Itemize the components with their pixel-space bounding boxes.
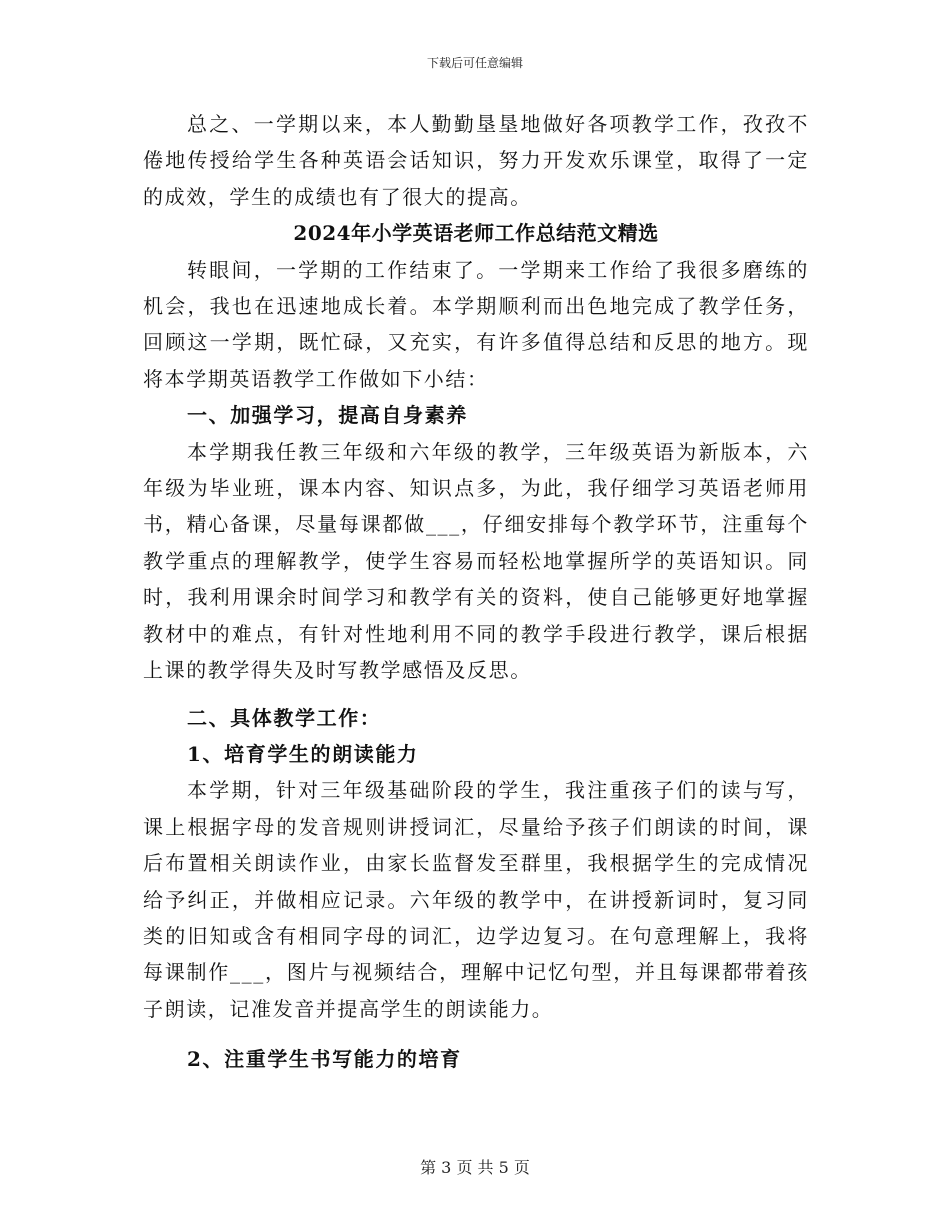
page-header: 下载后可任意编辑 bbox=[426, 56, 523, 70]
subsection-heading-writing: 2、注重学生书写能力的培育 bbox=[187, 1047, 462, 1072]
paragraph-summary: 总之、一学期以来，本人勤勤垦垦地做好各项教学工作，孜孜不倦地传授给学生各种英语会话知识，努力开发欢乐课堂，取得了一定的成效，学生的成绩也有了很大的提高。 bbox=[143, 112, 809, 209]
paragraph-intro: 转眼间，一学期的工作结束了。一学期来工作给了我很多磨练的机会，我也在迅速地成长着。本学期顺利而出色地完成了教学任务，回顾这一学期，既忙碌，又充实，有许多值得总结和反思的地方。现将本学期英语教学工作做如下小结： bbox=[143, 257, 809, 391]
paragraph-reading: 本学期，针对三年级基础阶段的学生，我注重孩子们的读与写，课上根据字母的发音规则讲授词汇，尽量给予孩子们朗读的时间，课后布置相关朗读作业，由家长监督发至群里，我根据学生的完成情况给予纠正，并做相应记录。六年级的教学中，在讲授新词时，复习同类的旧知或含有相同字母的词汇，边学边复习。在句意理解上，我将每课制作___，图片与视频结合，理解中记忆句型，并且每课都带着孩子朗读，记准发音并提高学生的朗读能力。 bbox=[143, 778, 809, 1021]
paragraph-study: 本学期我任教三年级和六年级的教学，三年级英语为新版本，六年级为毕业班，课本内容、知识点多，为此，我仔细学习英语老师用书，精心备课，尽量每课都做___，仔细安排每个教学环节，注重每个教学重点的理解教学，使学生容易而轻松地掌握所学的英语知识。同时，我利用课余时间学习和教学有关的资料，使自己能够更好地掌握教材中的难点，有针对性地利用不同的教学手段进行教学，课后根据上课的教学得失及时写教学感悟及反思。 bbox=[143, 439, 809, 683]
document-body bbox=[143, 106, 809, 1078]
page-footer: 第 3 页 共 5 页 bbox=[420, 1158, 530, 1177]
section-heading-1: 一、加强学习，提高自身素养 bbox=[187, 403, 468, 428]
subsection-heading-reading: 1、培育学生的朗读能力 bbox=[187, 741, 419, 766]
section-heading-2: 二、具体教学工作： bbox=[187, 705, 382, 730]
article-title: 2024年小学英语老师工作总结范文精选 bbox=[293, 221, 659, 246]
